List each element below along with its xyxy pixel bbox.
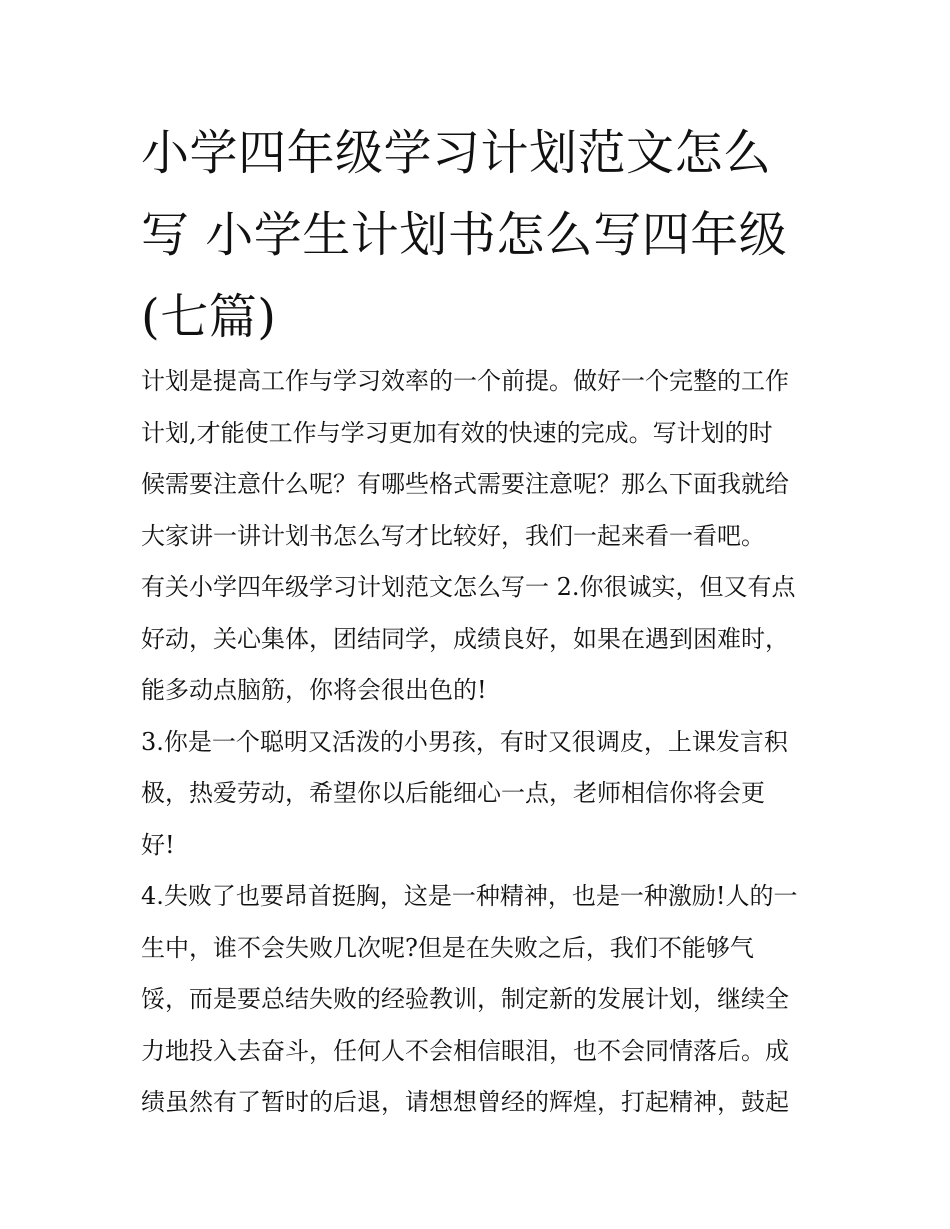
title-line: (七篇)	[141, 289, 277, 345]
body-line: 绩虽然有了暂时的后退，请想想曾经的辉煌，打起精神，鼓起	[141, 1088, 789, 1116]
body-line: 计划,才能使工作与学习更加有效的快速的完成。写计划的时	[141, 418, 773, 447]
title-line: 写 小学生计划书怎么写四年级	[141, 207, 788, 263]
body-line: 极，热爱劳动，希望你以后能细心一点，老师相信你将会更	[141, 779, 765, 807]
body-line: 有关小学四年级学习计划范文怎么写一 2.你很诚实，但又有点	[141, 573, 796, 601]
body-line: 好动，关心集体，团结同学，成绩良好，如果在遇到困难时，	[141, 624, 789, 653]
body-line: 馁，而是要总结失败的经验教训，制定新的发展计划，继续全	[141, 985, 789, 1013]
document-title	[141, 112, 811, 358]
body-line: 3.你是一个聪明又活泼的小男孩，有时又很调皮，上课发言积	[141, 727, 788, 756]
body-line: 4.失败了也要昂首挺胸，这是一种精神，也是一种激励!人的一	[141, 882, 798, 910]
title-line: 小学四年级学习计划范文怎么	[141, 125, 772, 181]
document-body	[141, 356, 821, 1129]
body-line: 生中，谁不会失败几次呢?但是在失败之后，我们不能够气	[141, 933, 754, 962]
body-line: 大家讲一讲计划书怎么写才比较好，我们一起来看一看吧。	[141, 521, 765, 550]
body-line: 力地投入去奋斗，任何人不会相信眼泪，也不会同情落后。成	[141, 1036, 789, 1065]
body-line: 候需要注意什么呢？有哪些格式需要注意呢？那么下面我就给	[141, 470, 789, 498]
body-line: 能多动点脑筋，你将会很出色的!	[141, 676, 487, 704]
body-line: 好!	[141, 830, 175, 859]
body-line: 计划是提高工作与学习效率的一个前提。做好一个完整的工作	[141, 367, 789, 395]
